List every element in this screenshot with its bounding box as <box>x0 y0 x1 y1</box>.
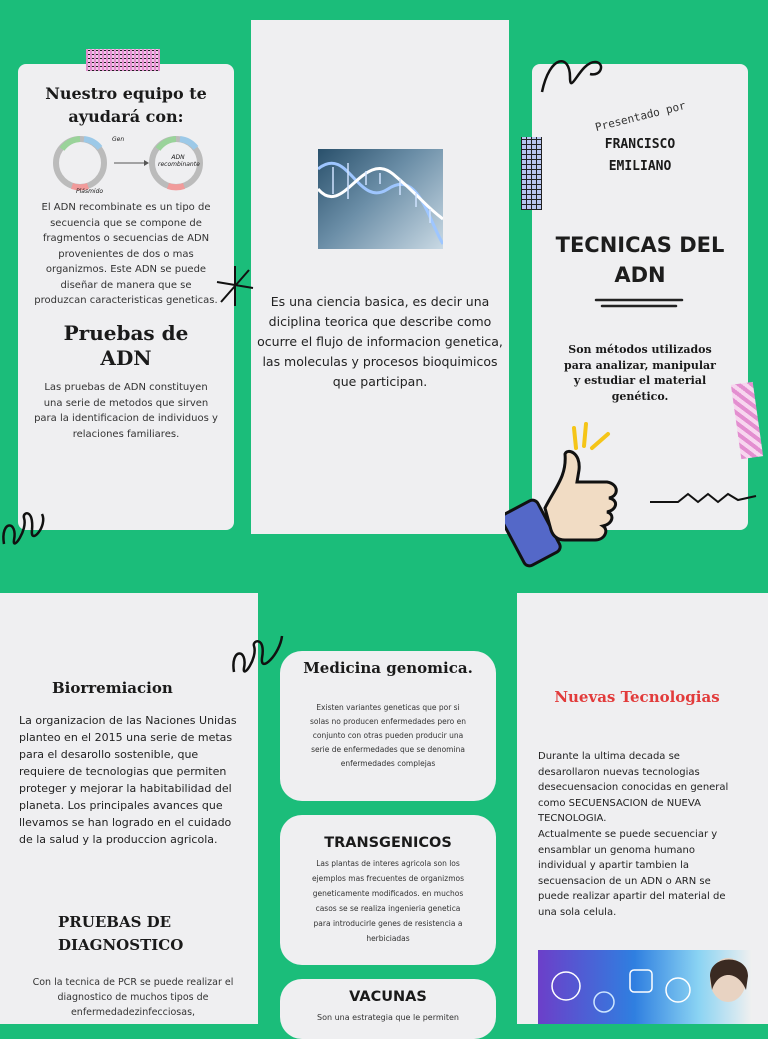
plasmid-label: Plásmido <box>76 188 104 195</box>
diagnostic-tests-text: Con la tecnica de PCR se puede realizar el diagnostico de muchos tipos de enfermedadezinfecciosas, <box>32 977 234 1018</box>
card-genomic-medicine <box>280 651 496 801</box>
washi-tape-grid <box>521 137 542 210</box>
vaccines-text: Son una estrategia que le permiten <box>317 1013 459 1022</box>
author-name <box>572 134 708 178</box>
transgenic-text: Las plantas de interes agricola son los ejemplos mas frecuentes de organizmos geneticamente modificados. en muchos casos se se realiza ingenieria genetica para introducirle genes de resistencia a herbiciadas <box>311 859 465 943</box>
sparkle-star-icon <box>215 264 255 308</box>
new-tech-paragraph2: Actualmente se puede secuenciar y ensamblar un genoma humano individual y apartir tambien la secuensacion de un ADN o ARN se puede realizar apartir del material de una sola celula. <box>538 829 726 918</box>
new-tech-title: Nuevas Tecnologias <box>554 688 720 706</box>
thumbs-up-icon <box>505 448 625 568</box>
diagnostic-tests-title: PRUEBAS DE DIAGNOSTICO <box>58 913 184 954</box>
bioremediation-text: La organizacion de las Naciones Unidas planteo en el 2015 una serie de metas para el desarollo sostenible, que requiere de tecnologias que permiten proteger y mejorar la habitabilidad del planeta. Los principales avances que llevamos se han logrado en el cuidado de la salud y la produccion agricola. <box>19 714 237 846</box>
dna-tests-title: Pruebas de ADN <box>63 321 189 370</box>
washi-tape-pink <box>86 49 160 71</box>
bioremediation-title: Biorremiacion <box>52 679 173 697</box>
transgenic-title: TRANSGENICOS <box>324 835 452 851</box>
left-panel <box>18 64 234 530</box>
team-heading: Nuestro equipo te ayudará con: <box>45 84 207 126</box>
zigzag-icon <box>648 490 758 510</box>
recombinant-dna-paragraph: El ADN recombinate es un tipo de secuencia que se compone de fragmentos o secuencias de ADN provenientes de dos o mas organizmos. Este ADN se puede diseñar de manera que se produzcan caracteristicas geneticas. <box>34 202 218 306</box>
squiggle-left-bottom <box>0 500 60 550</box>
dna-tests-text: Las pruebas de ADN constituyen una serie de metodos que sirven para la identificacion de individuos y relaciones familiares. <box>34 382 218 440</box>
squiggle-top-right <box>540 52 610 102</box>
recombinant-label <box>158 154 198 168</box>
squiggle-bottom-middle <box>230 628 290 678</box>
recombinant-label-line2: recombinante <box>158 161 200 168</box>
brochure-title: TECNICAS DEL ADN <box>555 233 725 287</box>
dna-helix-photo <box>318 149 443 249</box>
author-line1: FRANCISCO <box>604 137 676 152</box>
middle-panel <box>251 20 509 534</box>
inner-left-panel <box>0 593 258 1024</box>
title-underline <box>594 296 684 310</box>
cover-subtitle: Son métodos utilizados para analizar, manipular y estudiar el material genético. <box>564 343 716 403</box>
card-vaccines <box>280 979 496 1039</box>
helix-icon <box>318 149 443 249</box>
gene-label: Gen <box>112 136 125 143</box>
inner-right-panel <box>517 593 768 1024</box>
middle-paragraph: Es una ciencia basica, es decir una diciplina teorica que describe como ocurre el flujo de informacion genetica, las moleculas y procesos bioquimicos que participan. <box>257 294 503 389</box>
recombinant-label-line1: ADN <box>171 154 185 161</box>
tech-icons-overlay <box>538 950 752 1024</box>
scientist-microscope-photo <box>538 950 752 1024</box>
presented-by: Presentado por <box>593 98 687 135</box>
genomic-medicine-title: Medicina genomica. <box>303 659 473 677</box>
vaccines-title: VACUNAS <box>349 989 427 1005</box>
genomic-medicine-text: Existen variantes geneticas que por si solas no producen enfermedades pero en conjunto con otras pueden producir una serie de enfermedades que se denomina enfermedades complejas <box>309 703 466 768</box>
new-tech-paragraph1: Durante la ultima decada se desarollaron nuevas tecnologias desecuensacion conocidas en general como SECUENSACION de NUEVA TECNOLOGIA. <box>538 751 729 824</box>
author-line2: EMILIANO <box>608 159 672 174</box>
card-transgenic <box>280 815 496 965</box>
